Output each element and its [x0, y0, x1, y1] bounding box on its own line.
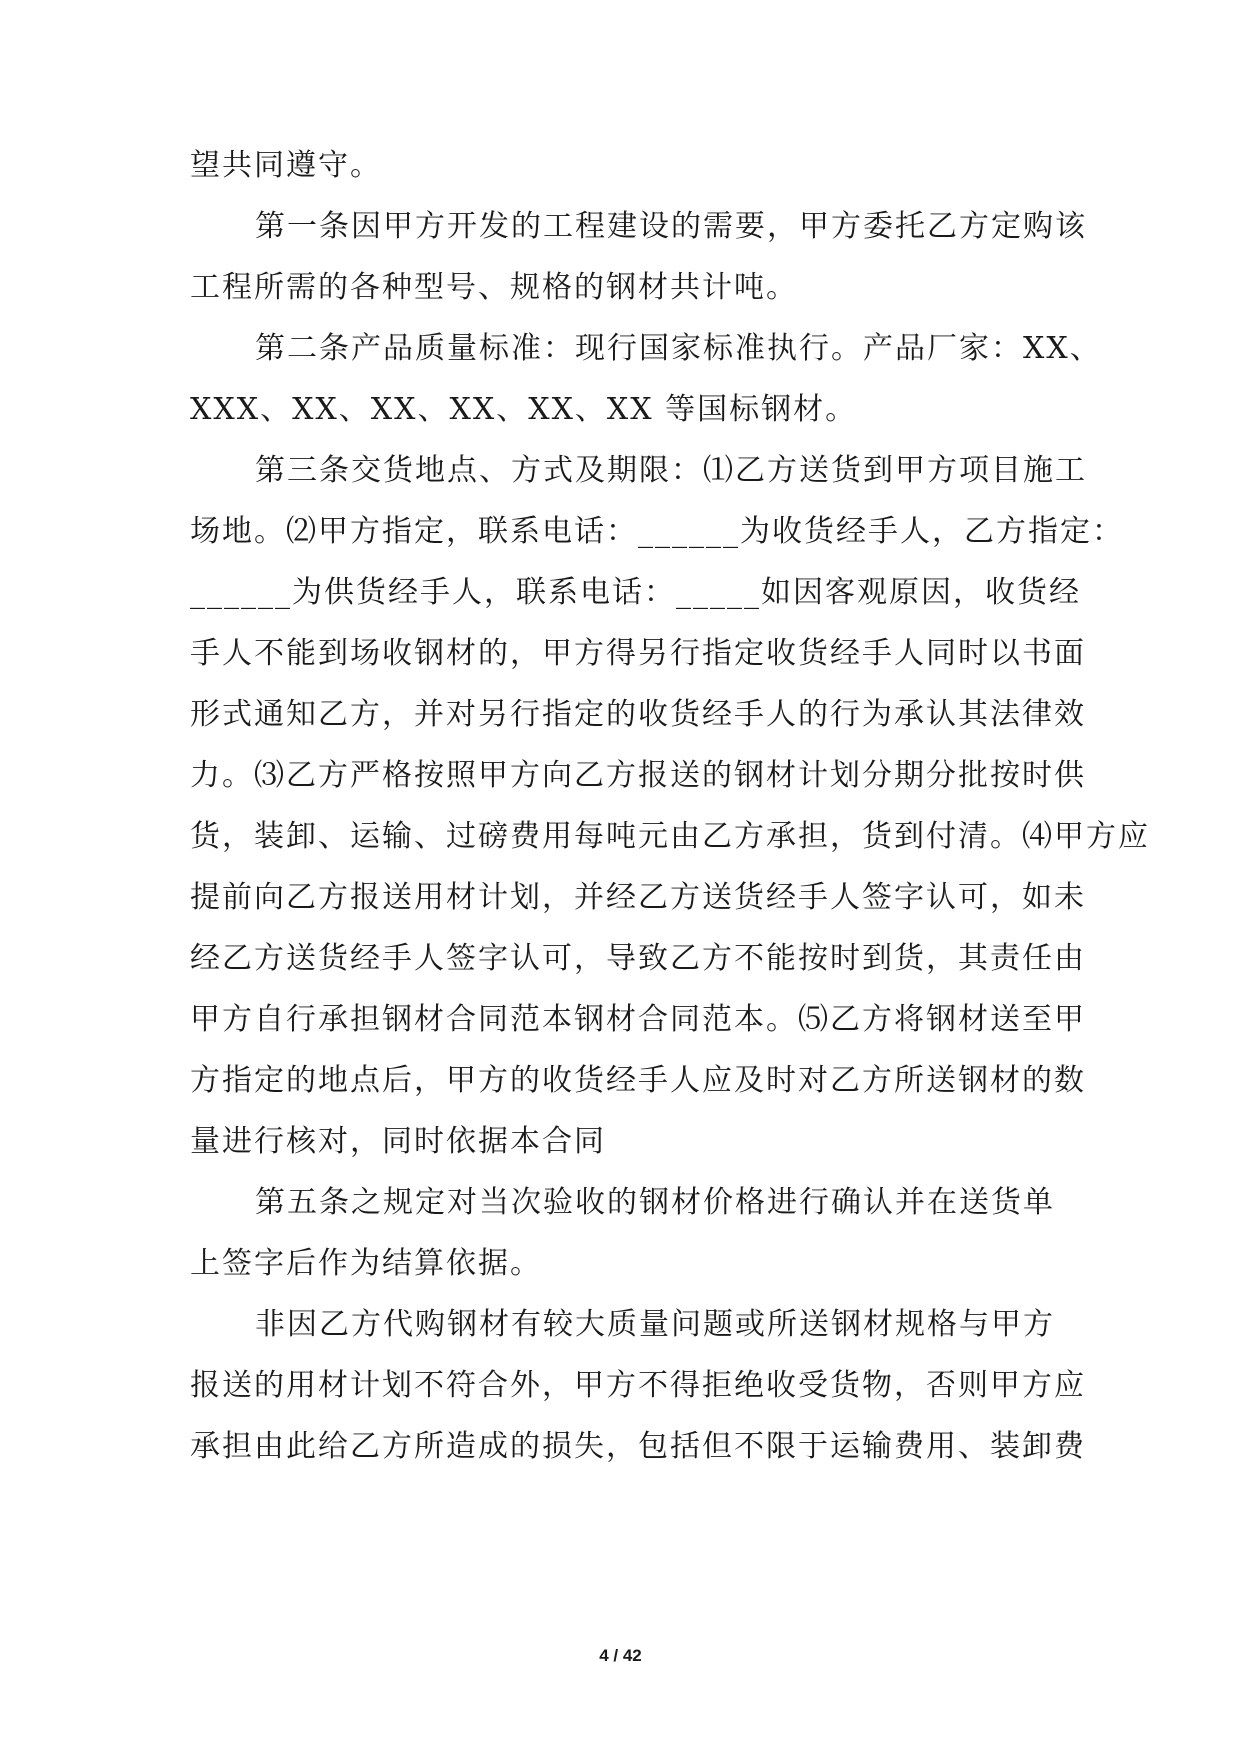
- text-line: ______为供货经手人，联系电话：_____如因客观原因，收货经: [190, 575, 1081, 610]
- text-line: 上签字后作为结算依据。: [190, 1246, 542, 1281]
- text-line: 经乙方送货经手人签字认可，导致乙方不能按时到货，其责任由: [190, 941, 1086, 976]
- text-line: 量进行核对，同时依据本合同: [190, 1124, 606, 1159]
- text-line: 甲方自行承担钢材合同范本钢材合同范本。⑸乙方将钢材送至甲: [190, 1002, 1086, 1037]
- text-line: 望共同遵守。: [190, 148, 382, 183]
- text-line: 第二条产品质量标准：现行国家标准执行。产品厂家：XX、: [255, 331, 1102, 366]
- text-line: 第三条交货地点、方式及期限：⑴乙方送货到甲方项目施工: [255, 453, 1087, 488]
- text-line: 货，装卸、运输、过磅费用每吨元由乙方承担，货到付清。⑷甲方应: [190, 819, 1150, 854]
- text-line: 第五条之规定对当次验收的钢材价格进行确认并在送货单: [255, 1185, 1055, 1220]
- text-line: 手人不能到场收钢材的，甲方得另行指定收货经手人同时以书面: [190, 636, 1086, 671]
- text-line: 提前向乙方报送用材计划，并经乙方送货经手人签字认可，如未: [190, 880, 1086, 915]
- text-line: 第一条因甲方开发的工程建设的需要，甲方委托乙方定购该: [255, 209, 1087, 244]
- text-line: 力。⑶乙方严格按照甲方向乙方报送的钢材计划分期分批按时供: [190, 758, 1086, 793]
- text-line: 场地。⑵甲方指定，联系电话：______为收货经手人，乙方指定：: [190, 514, 1124, 549]
- page-number: 4 / 42: [599, 1646, 642, 1665]
- text-line: 报送的用材计划不符合外，甲方不得拒绝收受货物，否则甲方应: [190, 1368, 1086, 1403]
- text-line: 工程所需的各种型号、规格的钢材共计吨。: [190, 270, 798, 305]
- text-line: XXX、XX、XX、XX、XX、XX 等国标钢材。: [190, 392, 858, 427]
- text-line: 承担由此给乙方所造成的损失，包括但不限于运输费用、装卸费: [190, 1429, 1086, 1464]
- text-line: 非因乙方代购钢材有较大质量问题或所送钢材规格与甲方: [255, 1307, 1055, 1342]
- text-line: 形式通知乙方，并对另行指定的收货经手人的行为承认其法律效: [190, 697, 1086, 732]
- text-line: 方指定的地点后，甲方的收货经手人应及时对乙方所送钢材的数: [190, 1063, 1086, 1098]
